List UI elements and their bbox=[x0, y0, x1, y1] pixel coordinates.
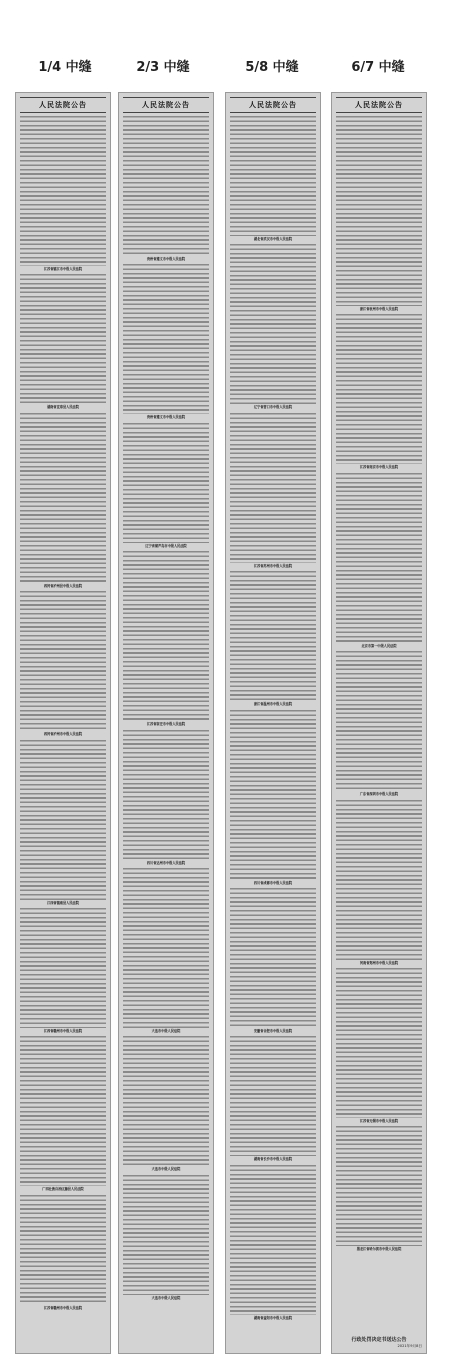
footer-title: 行政处罚决定书送达公告 bbox=[351, 1336, 407, 1343]
column-title: 人民法院公告 bbox=[123, 97, 209, 113]
newspaper-column-2 bbox=[118, 92, 214, 1354]
court-name: 北京市第一中级人民法院 bbox=[361, 643, 397, 648]
court-name: 河南省郑州市中级人民法院 bbox=[359, 960, 399, 965]
notice-text-lines bbox=[20, 1195, 106, 1305]
court-name: 辽宁省葫芦岛市中级人民法院 bbox=[145, 543, 187, 548]
notice-block bbox=[230, 413, 316, 568]
court-name: 湖南省宜章县人民法院 bbox=[47, 405, 79, 410]
notice-block bbox=[123, 1175, 209, 1300]
notice-text-lines bbox=[230, 1036, 316, 1156]
notice-block bbox=[336, 1126, 422, 1251]
column-body bbox=[20, 116, 106, 1310]
notice-text-lines bbox=[20, 413, 106, 583]
notice-text-lines bbox=[230, 116, 316, 236]
notice-block bbox=[123, 1036, 209, 1171]
footer-notice bbox=[336, 1338, 422, 1349]
notice-block bbox=[20, 740, 106, 905]
court-name: 江苏省赣州市中级人民法院 bbox=[43, 1305, 83, 1310]
notice-text-lines bbox=[123, 1175, 209, 1295]
court-name: 湖南省长沙市中级人民法院 bbox=[253, 1157, 293, 1162]
notice-block bbox=[20, 591, 106, 736]
column-body bbox=[230, 116, 316, 1320]
notice-text-lines bbox=[230, 413, 316, 563]
court-name: 江西省镇南县人民法院 bbox=[47, 900, 79, 905]
court-name: 湖北省武汉市中级人民法院 bbox=[253, 237, 293, 241]
notice-text-lines bbox=[123, 116, 209, 256]
column-label-2: 2/3 中缝 bbox=[136, 60, 190, 75]
notice-text-lines bbox=[230, 244, 316, 404]
notice-text-lines bbox=[336, 473, 422, 643]
column-label-1: 1/4 中缝 bbox=[38, 60, 92, 75]
court-name: 湖南省益阳市中级人民法院 bbox=[253, 1315, 293, 1320]
court-name: 大连市中级人民法院 bbox=[151, 1167, 181, 1172]
notice-block bbox=[123, 116, 209, 261]
court-name: 辽宁省营口市中级人民法院 bbox=[253, 405, 293, 410]
notice-block bbox=[230, 1165, 316, 1320]
notice-text-lines bbox=[20, 908, 106, 1028]
notice-block bbox=[230, 244, 316, 409]
newspaper-column-1 bbox=[15, 92, 111, 1354]
notice-text-lines bbox=[123, 730, 209, 860]
notice-text-lines bbox=[20, 591, 106, 731]
notice-text-lines bbox=[336, 1126, 422, 1246]
notice-block bbox=[20, 908, 106, 1033]
column-title: 人民法院公告 bbox=[336, 97, 422, 113]
notice-text-lines bbox=[230, 710, 316, 880]
notice-block bbox=[20, 1036, 106, 1191]
notice-block bbox=[230, 1036, 316, 1161]
notice-block bbox=[123, 551, 209, 726]
notice-block bbox=[123, 264, 209, 419]
notice-block bbox=[230, 571, 316, 706]
notice-block bbox=[230, 116, 316, 241]
court-name: 西河省泸州县中级人民法院 bbox=[43, 583, 83, 588]
notice-block bbox=[20, 116, 106, 271]
notice-block bbox=[230, 888, 316, 1033]
court-name: 江苏省苏州市中级人民法院 bbox=[253, 563, 293, 568]
column-labels bbox=[0, 0, 450, 80]
court-name: 西河省泸州市中级人民法院 bbox=[43, 732, 83, 737]
notice-text-lines bbox=[123, 423, 209, 543]
court-name: 江西省赣州市中级人民法院 bbox=[43, 1029, 83, 1034]
court-name: 大连市中级人民法院 bbox=[151, 1029, 181, 1034]
notice-text-lines bbox=[336, 800, 422, 960]
column-label-3: 5/8 中缝 bbox=[245, 60, 299, 75]
court-name: 贵州省遵义市中级人民法院 bbox=[146, 415, 186, 420]
notice-text-lines bbox=[123, 264, 209, 414]
notice-block bbox=[336, 800, 422, 965]
newspaper-column-3 bbox=[225, 92, 321, 1354]
notice-text-lines bbox=[20, 274, 106, 404]
court-name: 江苏省无锡市中级人民法院 bbox=[359, 1119, 399, 1124]
notice-text-lines bbox=[20, 1036, 106, 1186]
notice-block bbox=[336, 314, 422, 469]
court-name: 广西壮族自治区藤县人民法院 bbox=[42, 1187, 84, 1192]
notice-text-lines bbox=[123, 551, 209, 721]
notice-text-lines bbox=[20, 116, 106, 266]
court-name: 浙江省杭州市中级人民法院 bbox=[359, 307, 399, 311]
notice-text-lines bbox=[336, 968, 422, 1118]
notice-text-lines bbox=[230, 1165, 316, 1315]
notice-block bbox=[20, 274, 106, 409]
notice-text-lines bbox=[336, 651, 422, 791]
notice-block bbox=[20, 413, 106, 588]
notice-block bbox=[336, 473, 422, 648]
column-title: 人民法院公告 bbox=[230, 97, 316, 113]
court-name: 江苏省宿迁市中级人民法院 bbox=[146, 722, 186, 727]
notice-text-lines bbox=[336, 314, 422, 464]
footer-date: 2021年9月8日 bbox=[397, 1344, 422, 1349]
column-label-4: 6/7 中缝 bbox=[351, 60, 405, 75]
notice-text-lines bbox=[123, 868, 209, 1028]
notice-block bbox=[123, 730, 209, 865]
column-body bbox=[336, 116, 422, 1252]
notice-block bbox=[336, 968, 422, 1123]
court-name: 江苏省南京市中级人民法院 bbox=[359, 465, 399, 470]
court-name: 安徽省合肥市中级人民法院 bbox=[253, 1029, 293, 1034]
notice-text-lines bbox=[123, 1036, 209, 1166]
court-name: 四川省成都市中级人民法院 bbox=[253, 880, 293, 885]
notice-block bbox=[336, 651, 422, 796]
notice-text-lines bbox=[20, 740, 106, 900]
notice-text-lines bbox=[230, 571, 316, 701]
court-name: 浙江省温州市中级人民法院 bbox=[253, 702, 293, 707]
notice-block bbox=[123, 423, 209, 548]
notice-text-lines bbox=[336, 116, 422, 306]
notice-text-lines bbox=[230, 888, 316, 1028]
court-name: 大连市中级人民法院 bbox=[151, 1295, 181, 1300]
court-name: 贵州省遵义市中级人民法院 bbox=[146, 257, 186, 261]
column-body bbox=[123, 116, 209, 1300]
notice-block bbox=[230, 710, 316, 885]
column-title: 人民法院公告 bbox=[20, 97, 106, 113]
court-name: 黑龙江省哈尔滨市中级人民法院 bbox=[356, 1247, 402, 1252]
court-name: 广东省深圳市中级人民法院 bbox=[359, 792, 399, 797]
court-name: 四川省达州市中级人民法院 bbox=[146, 860, 186, 865]
notice-block bbox=[336, 116, 422, 311]
notice-block bbox=[20, 1195, 106, 1310]
newspaper-column-4 bbox=[331, 92, 427, 1354]
notice-block bbox=[123, 868, 209, 1033]
court-name: 江苏省镇江市中级人民法院 bbox=[43, 267, 83, 271]
